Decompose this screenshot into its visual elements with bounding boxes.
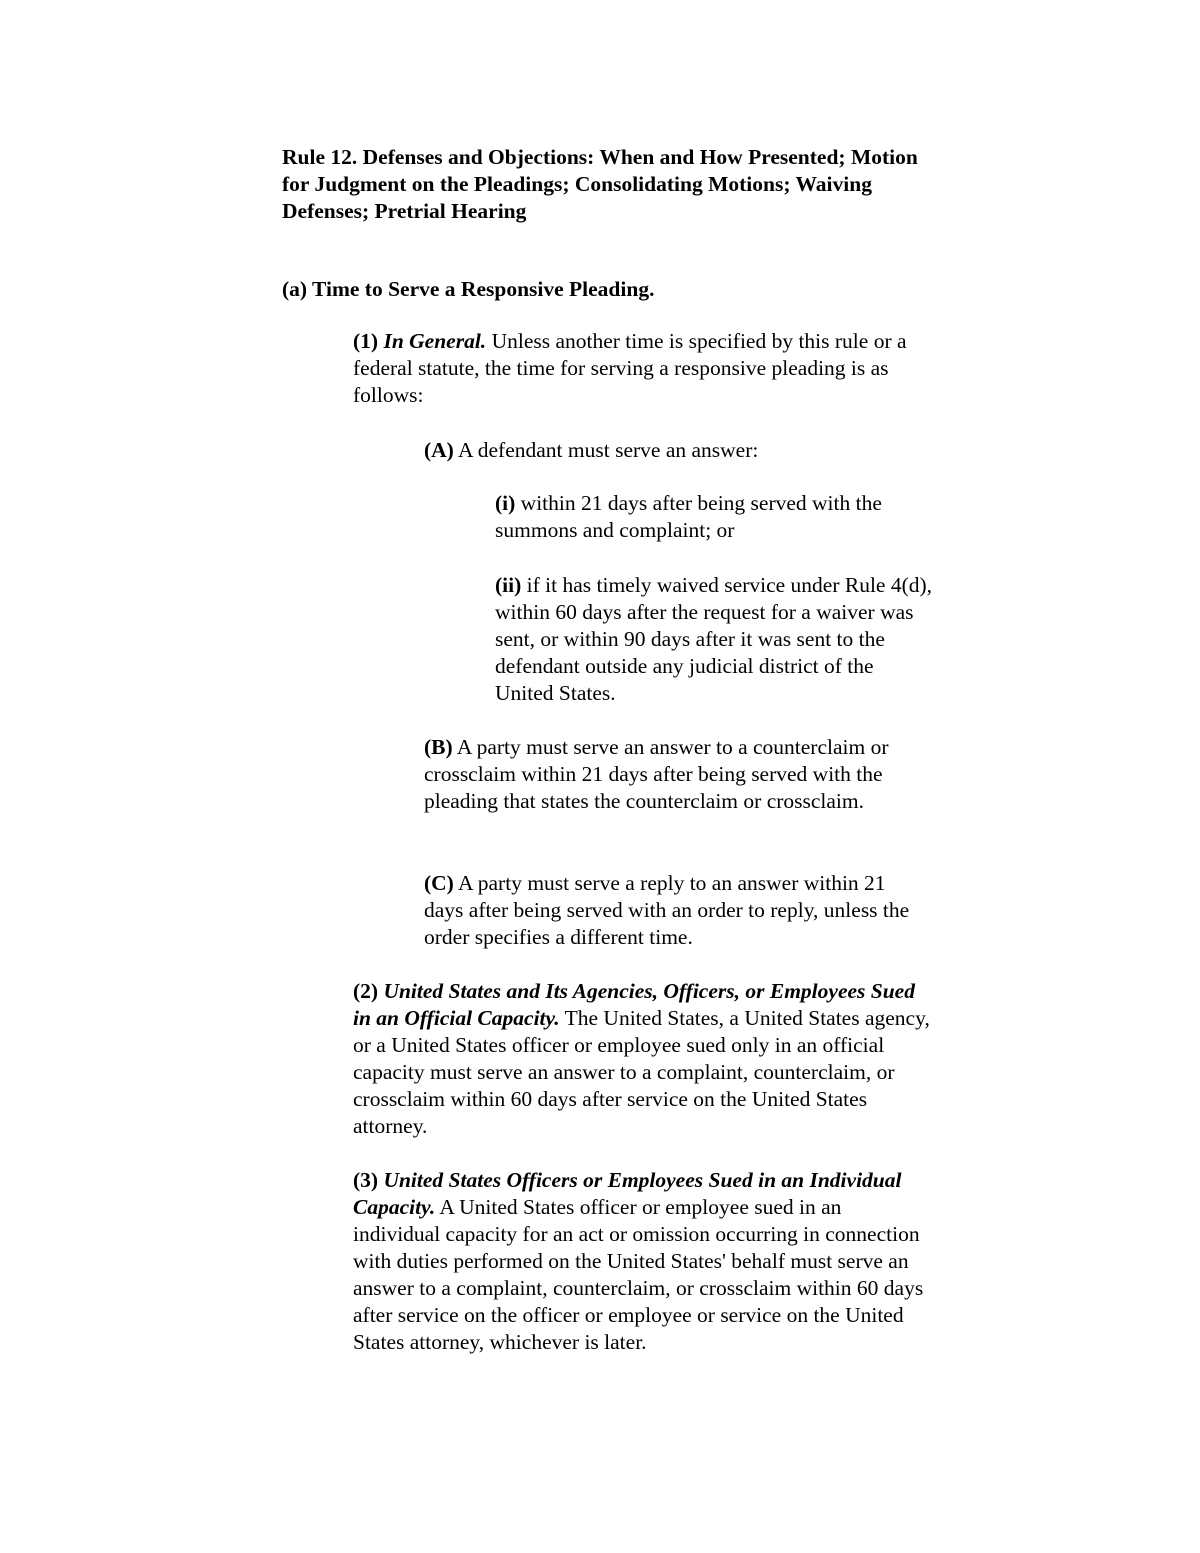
paragraph-1-A (424, 437, 944, 464)
paragraph-text: A United States officer or employee sued in an individual capacity for an act or omission occurring in connection with duties performed on the United States' behalf must serve an answer to a complaint, counterclaim, or crossclaim within 60 days after service on the officer or employee or service on the United States attorney, whichever is later. (353, 1195, 924, 1354)
paragraph-marker: (C) (424, 871, 454, 895)
paragraph-marker: (2) (353, 979, 379, 1003)
section-a-heading: (a) Time to Serve a Responsive Pleading. (282, 277, 655, 301)
paragraph-text: A party must serve an answer to a counterclaim or crossclaim within 21 days after being served with the pleading that states the counterclaim or crossclaim. (424, 735, 889, 813)
paragraph-1-A-ii (495, 572, 935, 707)
paragraph-1-A-i (495, 490, 935, 544)
paragraph-2 (353, 978, 933, 1140)
paragraph-text: A defendant must serve an answer: (453, 438, 759, 462)
paragraph-text: if it has timely waived service under Rule 4(d), within 60 days after the request for a waiver was sent, or within 90 days after it was sent to the defendant outside any judicial district of the United States. (495, 573, 933, 705)
paragraph-caption: United States and Its Agencies, Officers, or Employees Sued in an Official Capacity. (353, 979, 915, 1030)
paragraph-marker: (A) (424, 438, 454, 462)
paragraph-marker: (1) (353, 329, 379, 353)
paragraph-marker: (ii) (495, 573, 522, 597)
paragraph-1 (353, 328, 933, 409)
paragraph-caption: United States Officers or Employees Sued in an Individual Capacity. (353, 1168, 902, 1219)
paragraph-text: Unless another time is specified by this rule or a federal statute, the time for serving a responsive pleading is as follows: (353, 329, 907, 407)
rule-title: Rule 12. Defenses and Objections: When and How Presented; Motion for Judgment on the Pleadings; Consolidating Motions; Waiving Defenses; Pretrial Hearing (282, 145, 918, 223)
paragraph-caption: In General. (383, 329, 487, 353)
paragraph-1-B (424, 734, 924, 815)
paragraph-1-C (424, 870, 924, 951)
paragraph-text: The United States, a United States agency, or a United States officer or employee sued only in an official capacity must serve an answer to a complaint, counterclaim, or crossclaim within 60 days after service on the United States attorney. (353, 1006, 930, 1138)
paragraph-marker: (B) (424, 735, 453, 759)
paragraph-marker: (i) (495, 491, 516, 515)
paragraph-marker: (3) (353, 1168, 379, 1192)
paragraph-3 (353, 1167, 933, 1356)
paragraph-text: within 21 days after being served with the summons and complaint; or (495, 491, 882, 542)
paragraph-text: A party must serve a reply to an answer within 21 days after being served with an order to reply, unless the order specifies a different time. (424, 871, 910, 949)
